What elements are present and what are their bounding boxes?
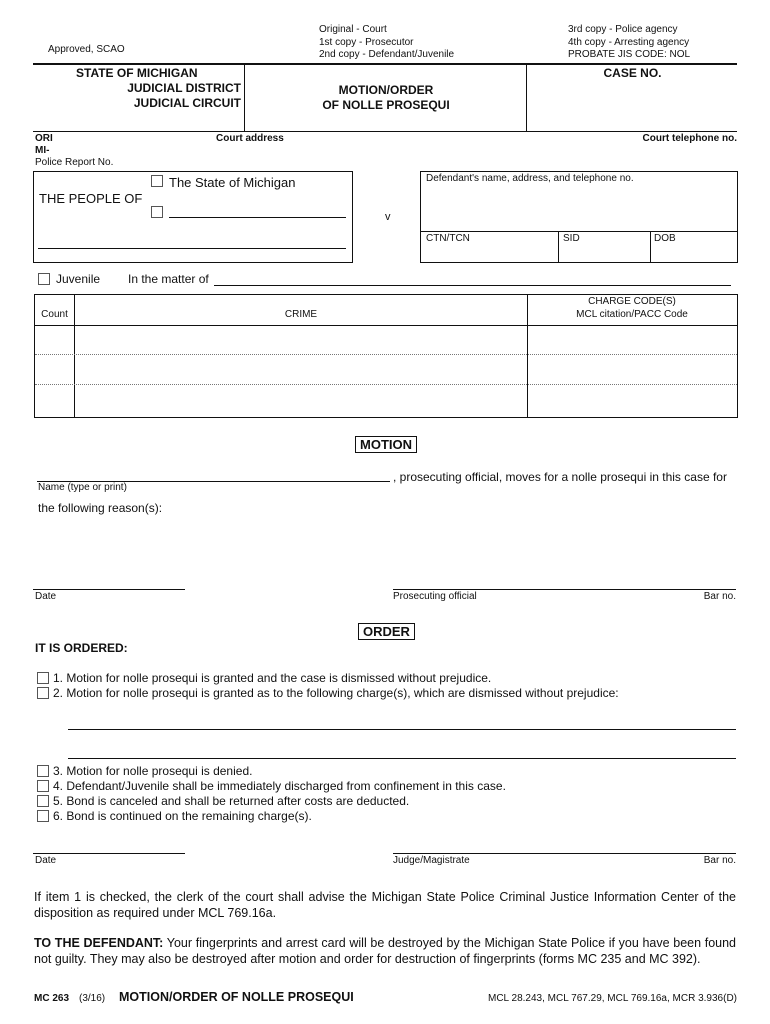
in-the-matter-label: In the matter of xyxy=(128,272,209,286)
table-row[interactable] xyxy=(35,355,736,384)
order-item2-checkbox[interactable] xyxy=(37,687,49,699)
court-address-label: Court address xyxy=(216,133,284,144)
sid-label: SID xyxy=(563,233,580,244)
defendant-divider xyxy=(421,231,737,232)
other-people-checkbox[interactable] xyxy=(151,206,163,218)
other-people-line[interactable] xyxy=(169,217,346,218)
motion-date-line[interactable] xyxy=(33,589,185,590)
header-bottom-rule xyxy=(33,131,737,132)
form-title-line1: MOTION/ORDER xyxy=(338,83,434,97)
reasons-label: the following reason(s): xyxy=(38,501,163,515)
versus-label: v xyxy=(385,211,391,223)
copy-original: Original - Court xyxy=(319,24,387,35)
in-the-matter-line[interactable] xyxy=(214,285,731,286)
footer-citations: MCL 28.243, MCL 767.29, MCL 769.16a, MCR 3.936(D) xyxy=(487,993,737,1004)
people-extra-line[interactable] xyxy=(38,248,346,249)
approved-scao: Approved, SCAO xyxy=(48,44,125,55)
copy-third: 3rd copy - Police agency xyxy=(568,24,678,35)
judge-signature-line[interactable] xyxy=(393,853,736,854)
order-date-label: Date xyxy=(35,855,57,866)
prosecutor-signature-line[interactable] xyxy=(393,589,736,590)
motion-date-label: Date xyxy=(35,591,57,602)
sid-divider xyxy=(558,232,559,262)
probate-jis-code: PROBATE JIS CODE: NOL xyxy=(568,49,691,60)
state-of-michigan-checkbox[interactable] xyxy=(151,175,163,187)
dob-label: DOB xyxy=(654,233,676,244)
table-row[interactable] xyxy=(35,385,736,416)
dob-divider xyxy=(650,232,651,262)
defendant-info-label: Defendant's name, address, and telephone no. xyxy=(426,173,634,184)
order-item4-checkbox[interactable] xyxy=(37,780,49,792)
it-is-ordered-label: IT IS ORDERED: xyxy=(35,641,128,655)
defendant-notice-label: TO THE DEFENDANT: xyxy=(34,936,164,950)
order-item5-checkbox[interactable] xyxy=(37,795,49,807)
judge-magistrate-label: Judge/Magistrate xyxy=(393,855,470,866)
order-item6: 6. Bond is continued on the remaining charge(s). xyxy=(53,809,312,823)
charges-dismissed-line-1[interactable] xyxy=(68,729,736,730)
copy-fourth: 4th copy - Arresting agency xyxy=(568,37,690,48)
juvenile-label: Juvenile xyxy=(56,272,101,286)
header-divider-1 xyxy=(244,64,245,132)
order-item6-checkbox[interactable] xyxy=(37,810,49,822)
order-item1-checkbox[interactable] xyxy=(37,672,49,684)
form-number: MC 263 xyxy=(34,993,70,1004)
motion-bar-no-label: Bar no. xyxy=(703,591,736,602)
defendant-notice xyxy=(34,935,736,967)
clerk-notice: If item 1 is checked, the clerk of the court shall advise the Michigan State Police Criminal Justice Information Center of the disposition as required under MCL 769.16a. xyxy=(34,890,736,920)
mcl-citation-header: MCL citation/PACC Code xyxy=(576,309,688,320)
charge-code-header: CHARGE CODE(S) xyxy=(588,296,676,307)
order-bar-no-label: Bar no. xyxy=(703,855,736,866)
police-report-label: Police Report No. xyxy=(35,157,114,168)
reasons-area[interactable] xyxy=(38,518,736,586)
ori-label: ORI xyxy=(35,133,53,144)
judicial-circuit: JUDICIAL CIRCUIT xyxy=(133,96,241,110)
moves-text: , prosecuting official, moves for a nolle prosequi in this case for xyxy=(393,470,727,484)
case-no-label: CASE NO. xyxy=(603,66,662,80)
order-heading: ORDER xyxy=(358,623,415,640)
motion-heading: MOTION xyxy=(355,436,417,453)
judicial-district: JUDICIAL DISTRICT xyxy=(127,81,241,95)
footer-title: MOTION/ORDER OF NOLLE PROSEQUI xyxy=(119,990,354,1004)
order-item4: 4. Defendant/Juvenile shall be immediately discharged from confinement in this case. xyxy=(53,779,506,793)
people-of-label: THE PEOPLE OF xyxy=(39,191,143,206)
court-phone-label: Court telephone no. xyxy=(642,133,737,144)
order-item3-checkbox[interactable] xyxy=(37,765,49,777)
name-label: Name (type or print) xyxy=(38,482,127,493)
prosecuting-official-label: Prosecuting official xyxy=(393,591,477,602)
ctn-label: CTN/TCN xyxy=(426,233,470,244)
form-title-line2: OF NOLLE PROSEQUI xyxy=(322,98,450,112)
defendant-notice-text: Your fingerprints and arrest card will be destroyed by the Michigan State Police if you have been found not guilty. They may also be destroyed after motion and order for destruction of fingerprints (forms MC 235 and MC 392). xyxy=(34,936,737,966)
mi-label: MI- xyxy=(35,145,50,156)
order-item1: 1. Motion for nolle prosequi is granted and the case is dismissed without prejudice. xyxy=(53,671,492,685)
header-divider-2 xyxy=(526,64,527,132)
order-item5: 5. Bond is canceled and shall be returned after costs are deducted. xyxy=(53,794,410,808)
order-item3: 3. Motion for nolle prosequi is denied. xyxy=(53,764,253,778)
state-of-michigan-option: The State of Michigan xyxy=(169,175,296,190)
copy-first: 1st copy - Prosecutor xyxy=(319,37,414,48)
charges-dismissed-line-2[interactable] xyxy=(68,758,736,759)
header-rule xyxy=(33,63,737,65)
juvenile-checkbox[interactable] xyxy=(38,273,50,285)
crime-header: CRIME xyxy=(284,309,318,320)
defendant-box xyxy=(420,171,738,263)
order-item2: 2. Motion for nolle prosequi is granted as to the following charge(s), which are dismissed without prejudice: xyxy=(53,686,619,700)
form-revision: (3/16) xyxy=(79,993,106,1004)
table-row[interactable] xyxy=(35,326,736,354)
copy-second: 2nd copy - Defendant/Juvenile xyxy=(319,49,455,60)
order-date-line[interactable] xyxy=(33,853,185,854)
count-header: Count xyxy=(41,309,68,320)
state-of-michigan: STATE OF MICHIGAN xyxy=(76,66,198,80)
